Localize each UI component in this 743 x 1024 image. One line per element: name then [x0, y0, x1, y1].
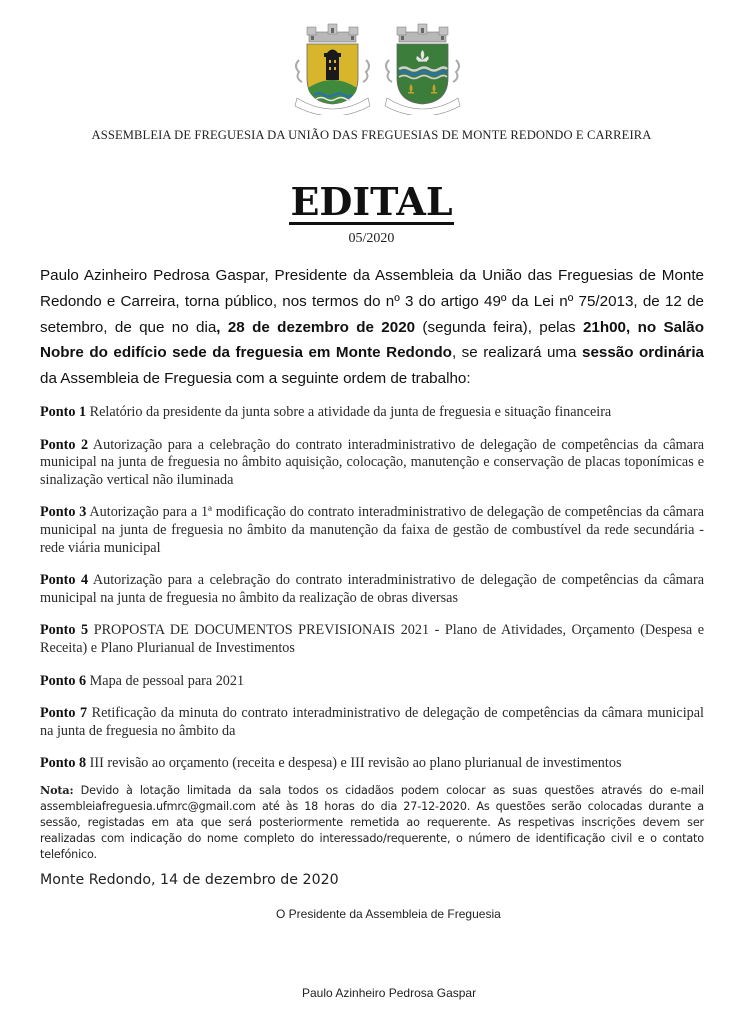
agenda-item	[40, 404, 704, 422]
agenda-item-text: Relatório da presidente da junta sobre a atividade da junta de freguesia e situação financeira	[86, 404, 612, 420]
place-and-date: Monte Redondo, 14 de dezembro de 2020	[40, 872, 339, 888]
crests-header	[0, 20, 743, 115]
agenda-item	[40, 504, 704, 557]
agenda-item-text: PROPOSTA DE DOCUMENTOS PREVISIONAIS 2021 - Plano de Atividades, Orçamento (Despesa e Receita) e Plano Plurianual de Investimentos	[40, 622, 704, 656]
meeting-location: , no Salão Nobre do edifício sede da freguesia em Monte Redondo	[40, 318, 704, 362]
agenda-item-label: Ponto 3	[40, 504, 87, 521]
agenda-item-text: Autorização para a celebração do contrato interadministrativo de delegação de competências da câmara municipal na junta de freguesia no âmbito aquisição, colocação, manutenção e conservação de placas toponímicas e sinalização vertical não iluminada	[40, 436, 704, 488]
agenda-item-text: III revisão ao orçamento (receita e despesa) e III revisão ao plano plurianual de investimentos	[86, 755, 622, 772]
organization-header: ASSEMBLEIA DE FREGUESIA DA UNIÃO DAS FREGUESIAS DE MONTE REDONDO E CARREIRA	[91, 128, 652, 142]
note-text: Devido à lotação limitada da sala todos os cidadãos podem colocar as suas questões através do e-mail assembleiafreguesia.ufmrc@gmail.com até às 18 horas do dia 27-12-2020. As questões serão colocadas durante a sessão, registadas em ata que será posteriormente remetida ao requerente. As respetivas inscrições devem ser realizadas com indicação do nome completo do interessado/requerente, o número de identificação civil e o contato telefónico.	[40, 784, 704, 861]
intro-text: Paulo Azinheiro Pedrosa Gaspar, Presidente da Assembleia da União das Freguesias de Monte Redondo e Carreira	[40, 267, 704, 310]
agenda-item-label: Ponto 8	[40, 755, 87, 772]
agenda-item-label: Ponto 7	[40, 705, 88, 722]
agenda-item-text: Autorização para a celebração do contrato interadministrativo de delegação de competências da câmara municipal na junta de freguesia no âmbito da realização de obras diversas	[40, 572, 704, 606]
meeting-time: 21h00	[582, 318, 627, 336]
agenda-item	[40, 437, 704, 490]
carreira-coat-of-arms-icon	[375, 20, 470, 115]
agenda-item-text: Autorização para a 1ª modificação do contrato interadministrativo de delegação de competências da câmara municipal na junta de freguesia no âmbito da manutenção da faixa de gestão de combustível da rede secundária - rede viária municipal	[40, 504, 704, 556]
session-type: sessão ordinária	[582, 344, 704, 362]
intro-text: , se realizará uma	[451, 344, 582, 362]
agenda-item-label: Ponto 6	[40, 672, 87, 689]
intro-text: (segunda feira), pelas	[415, 318, 583, 336]
agenda-item	[40, 755, 704, 773]
note-label: Nota:	[40, 783, 74, 797]
document-number: 05/2020	[348, 231, 395, 246]
agenda-list	[40, 404, 704, 788]
agenda-item	[40, 572, 704, 607]
signer-name: Paulo Azinheiro Pedrosa Gaspar	[302, 986, 477, 1000]
signer-role: O Presidente da Assembleia de Freguesia	[276, 907, 501, 921]
note-paragraph	[40, 782, 704, 863]
intro-paragraph	[40, 263, 704, 392]
document-title	[0, 180, 743, 225]
agenda-item-label: Ponto 2	[40, 436, 89, 453]
agenda-item-text: Retificação da minuta do contrato interadministrativo de delegação de competências da câmara municipal na junta de freguesia no âmbito da	[40, 705, 704, 739]
agenda-item	[40, 622, 704, 657]
agenda-item-label: Ponto 4	[40, 572, 89, 589]
agenda-item-text: Mapa de pessoal para 2021	[86, 672, 245, 689]
intro-text: , torna público, nos termos do nº 3 do artigo 49º da Lei nº 75/2013, de 12 de setembro, de que no dia	[40, 292, 704, 336]
agenda-item-label: Ponto 5	[40, 622, 89, 639]
agenda-item-label: Ponto 1	[40, 404, 87, 420]
intro-text: da Assembleia de Freguesia com a seguinte ordem de trabalho:	[40, 370, 471, 388]
document-title-text: EDITAL	[290, 179, 453, 224]
agenda-item	[40, 705, 704, 740]
agenda-item	[40, 673, 704, 691]
meeting-date: , 28 de dezembro de 2020	[216, 318, 416, 336]
monte-redondo-coat-of-arms-icon	[285, 20, 380, 115]
